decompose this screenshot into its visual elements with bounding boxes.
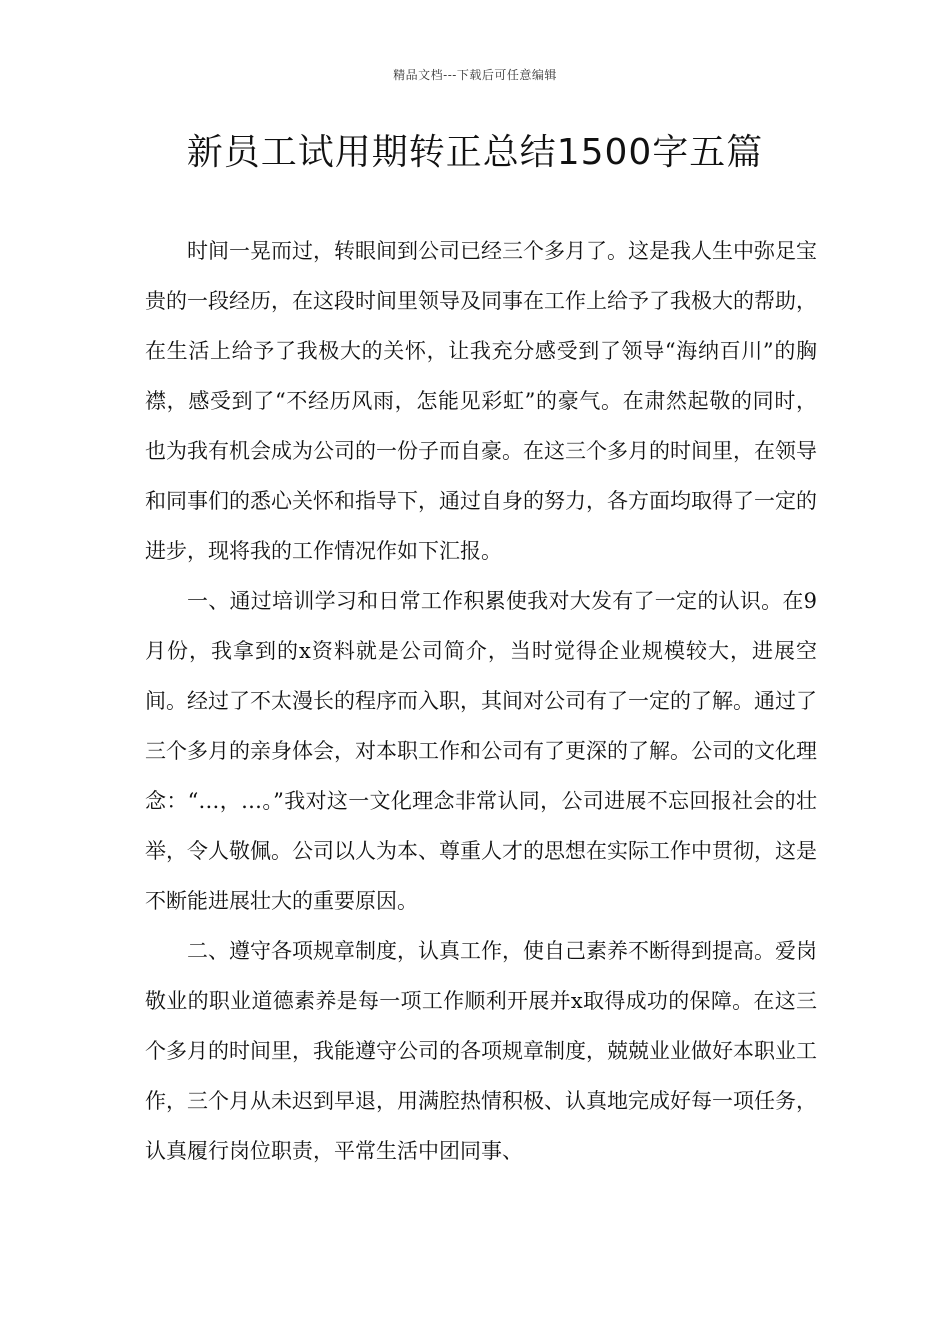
paragraph-1: 时间一晃而过，转眼间到公司已经三个多月了。这是我人生中弥足宝贵的一段经历，在这段时间里领导及同事在工作上给予了我极大的帮助，在生活上给予了我极大的关怀，让我充分感受到了领导“海纳百川”的胸襟，感受到了“不经历风雨，怎能见彩虹”的豪气。在肃然起敬的同时，也为我有机会成为公司的一份子而自豪。在这三个多月的时间里，在领导和同事们的悉心关怀和指导下，通过自身的努力，各方面均取得了一定的进步，现将我的工作情况作如下汇报。 [145,239,817,563]
document-body [145,226,817,1176]
paragraph-3: 二、遵守各项规章制度，认真工作，使自己素养不断得到提高。爱岗敬业的职业道德素养是每一项工作顺利开展并x取得成功的保障。在这三个多月的时间里，我能遵守公司的各项规章制度，兢兢业业做好本职业工作，三个月从未迟到早退，用满腔热情积极、认真地完成好每一项任务，认真履行岗位职责，平常生活中团同事、 [145,939,817,1163]
paragraph-2: 一、通过培训学习和日常工作积累使我对大发有了一定的认识。在9月份，我拿到的x资料就是公司简介，当时觉得企业规模较大，进展空间。经过了不太漫长的程序而入职，其间对公司有了一定的了解。通过了三个多月的亲身体会，对本职工作和公司有了更深的了解。公司的文化理念：“…，…。”我对这一文化理念非常认同，公司进展不忘回报社会的壮举，令人敬佩。公司以人为本、尊重人才的思想在实际工作中贯彻，这是不断能进展壮大的重要原因。 [145,589,817,913]
document-title: 新员工试用期转正总结1500字五篇 [186,132,764,173]
header-note: 精品文档---下载后可任意编辑 [393,68,557,82]
